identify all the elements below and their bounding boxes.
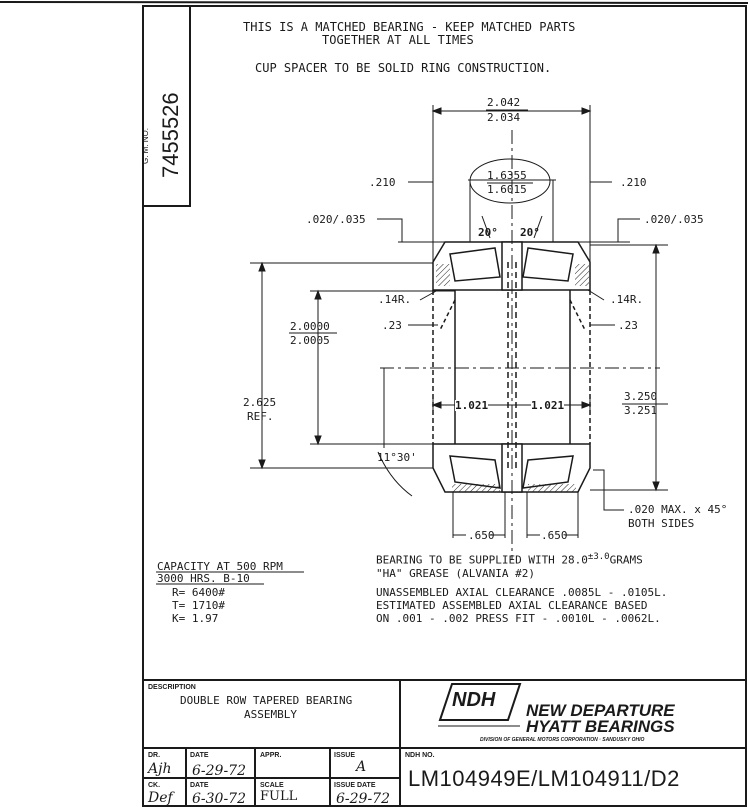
right-chamfer-020: .020/.035 — [644, 213, 704, 226]
bore-dim-bottom: 2.0005 — [290, 334, 330, 347]
gm-number-label: G. M. NO. — [141, 128, 150, 164]
grease-tolerance: ±3.0 — [587, 552, 610, 562]
issue-date-label: ISSUE DATE — [334, 782, 376, 789]
issue-value: A — [356, 759, 367, 775]
angle-right: 20° — [520, 226, 540, 239]
left-23: .23 — [382, 319, 402, 332]
chamfer-note-2: BOTH SIDES — [628, 517, 695, 530]
capacity-t: T= 1710# — [172, 599, 225, 612]
scale-label: SCALE — [260, 782, 284, 789]
scale-value: FULL — [260, 789, 298, 804]
width-right-1021: 1.021 — [531, 399, 565, 412]
overall-width-bottom: 2.034 — [487, 111, 521, 124]
ndh-no-label: NDH NO. — [405, 752, 435, 759]
left-offset-210: .210 — [369, 176, 396, 189]
cone-angle: 11°30' — [377, 451, 417, 464]
header-line-3: CUP SPACER TO BE SOLID RING CONSTRUCTION. — [255, 61, 552, 75]
left-chamfer-020: .020/.035 — [306, 213, 366, 226]
part-number: LM104949E/LM104911/D2 — [408, 766, 680, 791]
date-value-2: 6-30-72 — [192, 791, 246, 807]
capacity-k: K= 1.97 — [172, 612, 219, 625]
header-line-1: THIS IS A MATCHED BEARING - KEEP MATCHED PARTS — [243, 20, 576, 34]
clearance-note-1: UNASSEMBLED AXIAL CLEARANCE .0085L - .0105L. — [376, 586, 668, 599]
description-line-1: DOUBLE ROW TAPERED BEARING — [180, 694, 353, 707]
ref-dim-label: REF. — [247, 410, 274, 423]
capacity-r: R= 6400# — [172, 586, 225, 599]
brand-division: DIVISION OF GENERAL MOTORS CORPORATION · SANDUSKY OHIO — [480, 737, 645, 743]
ck-label: CK. — [148, 782, 161, 789]
radius-left: .14R. — [378, 293, 412, 306]
offset-left-650: .650 — [468, 529, 495, 542]
grease-note-2: "HA" GREASE (ALVANIA #2) — [376, 567, 535, 580]
od-dim-top: 3.250 — [624, 390, 658, 403]
bore-dim-top: 2.0000 — [290, 320, 330, 333]
grease-note-1a: BEARING TO BE SUPPLIED WITH 28.0 — [376, 553, 588, 567]
capacity-line-1: CAPACITY AT 500 RPM — [157, 560, 283, 573]
ck-value: Def — [148, 790, 173, 806]
dr-label: DR. — [148, 752, 161, 759]
date-value-1: 6-29-72 — [192, 763, 246, 779]
gm-number-value: 7455526 — [158, 92, 183, 178]
right-23: .23 — [618, 319, 638, 332]
ref-dim-value: 2.625 — [243, 396, 277, 409]
clearance-note-3: ON .001 - .002 PRESS FIT - .0010L - .0062L. — [376, 612, 661, 625]
brand-line-1: NEW DEPARTURE — [526, 701, 675, 720]
inner-width-top: 1.6355 — [487, 169, 527, 182]
description-label: DESCRIPTION — [148, 684, 196, 691]
right-offset-210: .210 — [620, 176, 647, 189]
capacity-line-2: 3000 HRS. B-10 — [157, 572, 250, 585]
date-label-1: DATE — [190, 752, 209, 759]
grease-note-1 — [376, 553, 643, 566]
overall-width-top: 2.042 — [487, 96, 521, 109]
chamfer-note-1: .020 MAX. x 45° — [628, 503, 728, 516]
issue-date-value: 6-29-72 — [336, 791, 390, 807]
appr-label: APPR. — [260, 752, 282, 759]
issue-label: ISSUE — [334, 752, 356, 759]
clearance-note-2: ESTIMATED ASSEMBLED AXIAL CLEARANCE BASED — [376, 599, 648, 612]
date-label-2: DATE — [190, 782, 209, 789]
radius-right: .14R. — [610, 293, 644, 306]
offset-right-650: .650 — [541, 529, 568, 542]
header-line-2: TOGETHER AT ALL TIMES — [322, 33, 474, 47]
grease-note-1b: GRAMS — [609, 553, 643, 567]
brand-line-2: HYATT BEARINGS — [526, 717, 675, 736]
od-dim-bottom: 3.251 — [624, 404, 658, 417]
angle-left: 20° — [478, 226, 498, 239]
description-line-2: ASSEMBLY — [244, 708, 297, 721]
ndh-logo-text: NDH — [452, 689, 496, 711]
inner-width-bottom: 1.6015 — [487, 183, 527, 196]
dr-value: Ajh — [148, 761, 172, 777]
width-left-1021: 1.021 — [455, 399, 489, 412]
